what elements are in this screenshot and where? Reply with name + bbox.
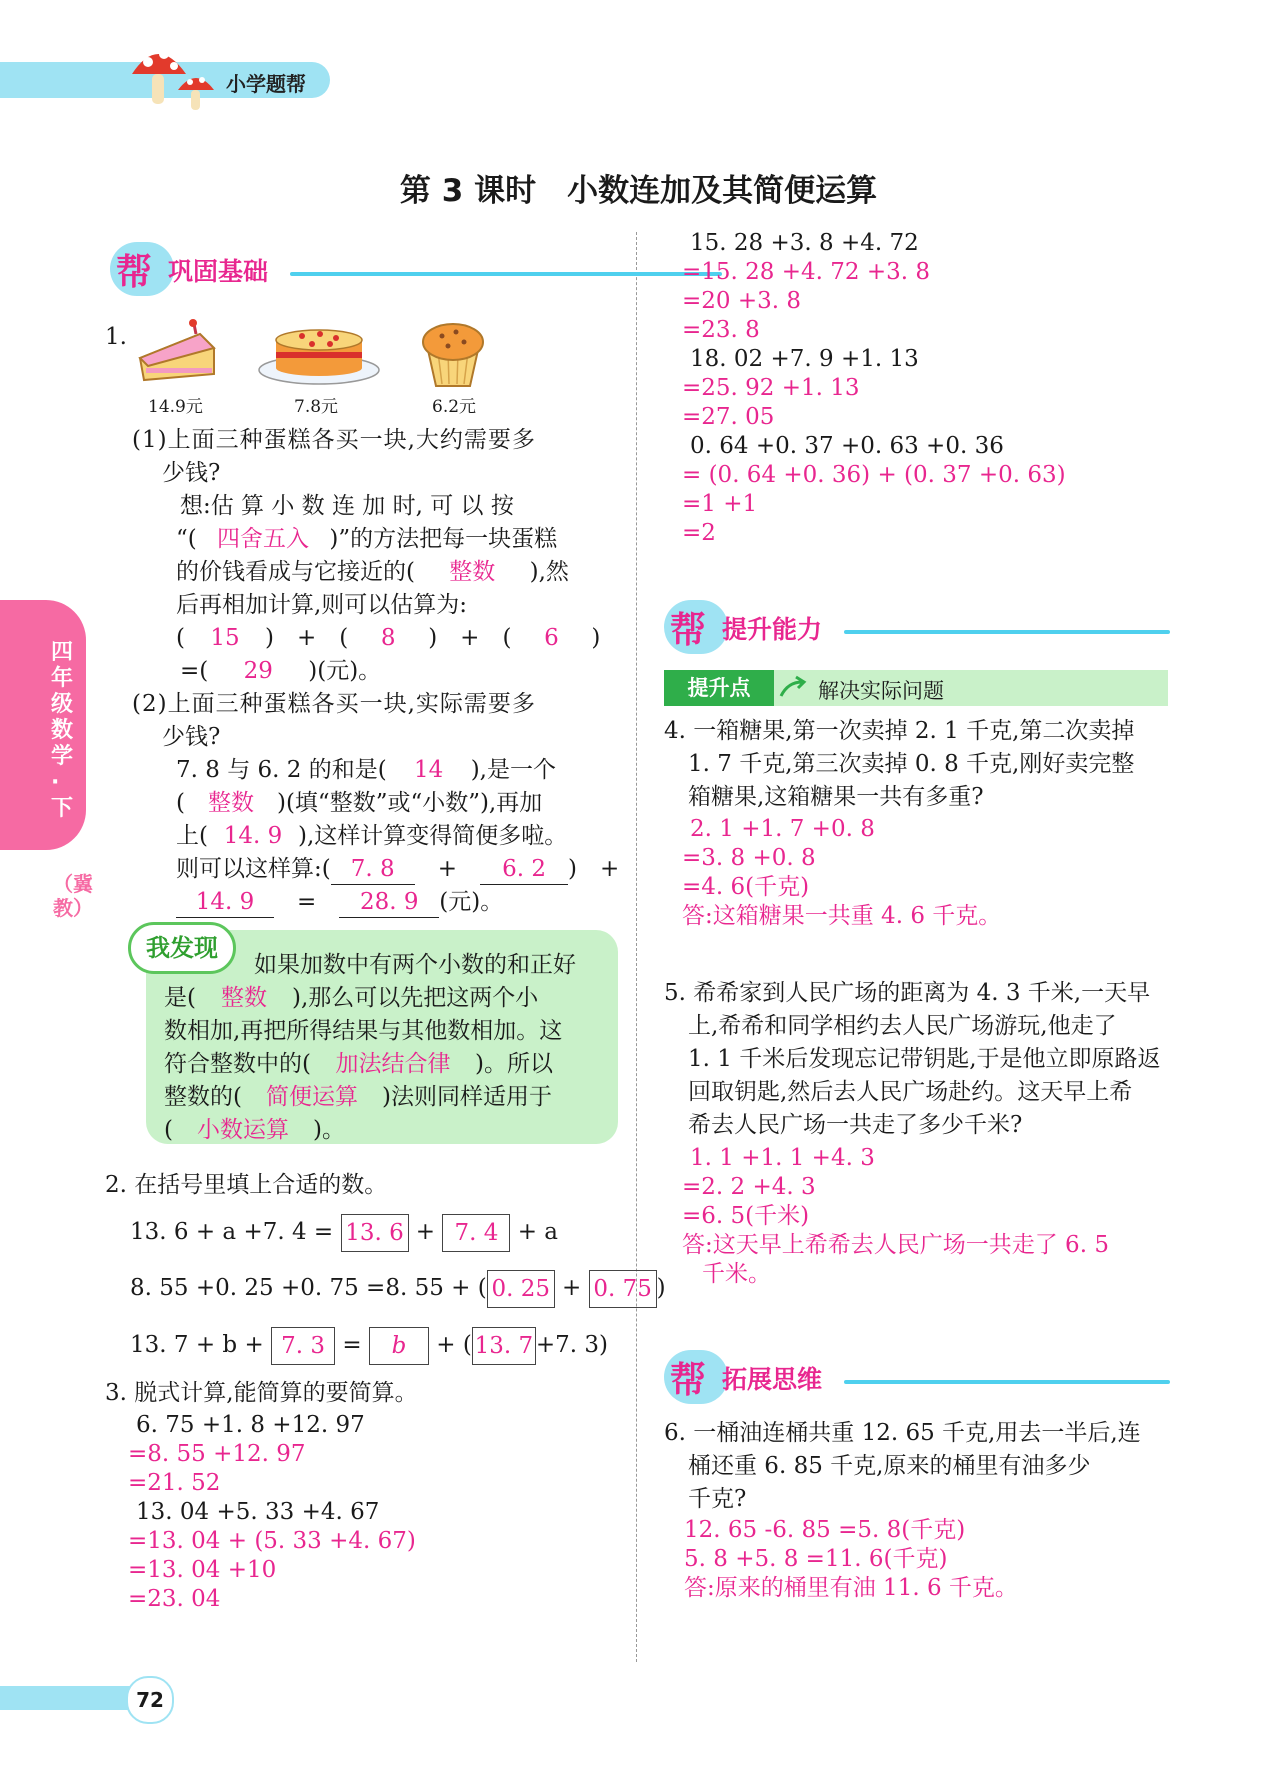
- section-rule: [844, 1380, 1170, 1384]
- discovery-line: 如果加数中有两个小数的和正好: [254, 952, 576, 978]
- answer: 14. 9: [223, 823, 283, 849]
- answer-blank: 28. 9: [339, 887, 439, 918]
- section-header-expand: [664, 1350, 1170, 1404]
- q1-think-line: 想:估 算 小 数 连 加 时, 可 以 按: [180, 493, 514, 519]
- answer-blank: 14. 9: [176, 887, 274, 918]
- text: ),是一个: [470, 757, 556, 783]
- text: 的价钱看成与它接近的(: [176, 559, 415, 585]
- question-line: 4. 一箱糖果,第一次卖掉 2. 1 千克,第二次卖掉: [664, 718, 1135, 744]
- answer-line: 12. 65 -6. 85 =5. 8(千克): [684, 1517, 966, 1543]
- discovery-line: 数相加,再把所得结果与其他数相加。这: [164, 1018, 563, 1044]
- text: (元)。: [317, 658, 382, 684]
- discovery-line: [164, 1115, 345, 1145]
- text: 是(: [164, 985, 196, 1011]
- answer: 29: [243, 658, 273, 684]
- answer: 整数: [207, 790, 254, 816]
- text: “(: [176, 526, 197, 552]
- text: 13. 6 + a +7. 4 =: [130, 1219, 334, 1245]
- answer-box: 7. 3: [271, 1327, 335, 1365]
- text: 符合整数中的(: [164, 1051, 311, 1077]
- section-bang: 帮: [670, 610, 707, 651]
- q1-think-line: [176, 524, 557, 554]
- calc-step-answer: =15. 28 +4. 72 +3. 8: [682, 259, 931, 285]
- q1-think-line: 后再相加计算,则可以估算为:: [176, 592, 468, 618]
- question-line: 6. 一桶油连桶共重 12. 65 千克,用去一半后,连: [664, 1420, 1141, 1446]
- side-tab-edition: （冀教）: [53, 872, 93, 920]
- skill-badge-label: 提升点: [687, 676, 751, 700]
- calc-expression: 0. 64 +0. 37 +0. 63 +0. 36: [690, 433, 1004, 459]
- answer: 整数: [220, 985, 267, 1011]
- muffin-image: [418, 316, 488, 388]
- mushroom-logo: [128, 40, 228, 114]
- calc-step-answer: =1 +1: [682, 491, 758, 517]
- q1-estimate-line: =( 29 )(元)。: [180, 658, 382, 684]
- question-line: 5. 希希家到人民广场的距离为 4. 3 千米,一天早: [664, 980, 1151, 1006]
- text: +7. 3): [535, 1332, 608, 1358]
- question-line: 箱糖果,这箱糖果一共有多重?: [688, 784, 984, 810]
- q1-part1-line: 少钱?: [162, 460, 221, 486]
- answer-line: 千米。: [702, 1261, 771, 1287]
- calc-step-answer: =13. 04 + (5. 33 +4. 67): [128, 1528, 416, 1554]
- answer: 14: [414, 757, 444, 783]
- q1-estimate-line: ( 15 ) + ( 8 ) + ( 6 ): [176, 625, 601, 651]
- answer-line: 答:这天早上希希去人民广场一共走了 6. 5: [682, 1232, 1109, 1258]
- calc-expression: 13. 04 +5. 33 +4. 67: [136, 1499, 380, 1525]
- q1-number: 1.: [105, 324, 127, 350]
- text: 7. 8 与 6. 2 的和是(: [176, 757, 387, 783]
- calc-expression: 6. 75 +1. 8 +12. 97: [136, 1412, 365, 1438]
- answer: 15: [210, 625, 240, 651]
- text: 整数的(: [164, 1084, 242, 1110]
- column-divider: [636, 232, 637, 1662]
- answer-line: =2. 2 +4. 3: [682, 1174, 816, 1200]
- answer-line: 答:这箱糖果一共重 4. 6 千克。: [682, 903, 1002, 929]
- cake-slice-image: [136, 318, 220, 388]
- page-number: 72: [126, 1676, 174, 1724]
- answer: 加法结合律: [335, 1051, 451, 1077]
- text: (元)。: [439, 889, 504, 915]
- question-line: 1. 7 千克,第三次卖掉 0. 8 千克,刚好卖完整: [688, 751, 1135, 777]
- calc-step-answer: =21. 52: [128, 1470, 221, 1496]
- calc-step-answer: =23. 8: [682, 317, 760, 343]
- calc-expression: 15. 28 +3. 8 +4. 72: [690, 230, 919, 256]
- answer-line: =4. 6(千克): [682, 874, 810, 900]
- text: ),然: [529, 559, 569, 585]
- answer: 简便运算: [265, 1084, 358, 1110]
- question-line: 希去人民广场一共走了多少千米?: [688, 1112, 1023, 1138]
- answer: 整数: [449, 559, 496, 585]
- answer-box: 7. 4: [442, 1214, 510, 1252]
- section-header-consolidate: [110, 242, 610, 296]
- brand-name: 小学题帮: [226, 72, 306, 96]
- answer-line: 答:原来的桶里有油 11. 6 千克。: [684, 1575, 1018, 1601]
- section-title: 提升能力: [722, 615, 823, 644]
- answer-line: 1. 1 +1. 1 +4. 3: [690, 1145, 875, 1171]
- answer-line: 5. 8 +5. 8 =11. 6(千克): [684, 1546, 948, 1572]
- q1-part2-line: [176, 788, 542, 818]
- skill-badge: [664, 670, 774, 706]
- answer-box: 0. 75: [589, 1270, 657, 1308]
- q2-stem: 2. 在括号里填上合适的数。: [105, 1172, 388, 1198]
- side-tab-grade: 四年级数学·下: [51, 640, 74, 821]
- price-label: 6.2元: [432, 397, 477, 417]
- arrow-icon: [778, 674, 808, 702]
- q1-part2-line: [176, 755, 556, 785]
- section-bang: 帮: [116, 252, 153, 293]
- answer: 6: [544, 625, 559, 651]
- calc-step-answer: =2: [682, 520, 716, 546]
- answer-box: 13. 7: [472, 1327, 536, 1365]
- section-rule: [290, 272, 722, 276]
- question-line: 回取钥匙,然后去人民广场赴约。这天早上希: [688, 1079, 1133, 1105]
- q3-stem: 3. 脱式计算,能简算的要简算。: [105, 1380, 418, 1406]
- answer-line: 2. 1 +1. 7 +0. 8: [690, 816, 875, 842]
- q1-part2-line: 少钱?: [162, 724, 221, 750]
- discovery-line: [164, 1049, 553, 1079]
- answer-blank: 6. 2: [480, 854, 568, 885]
- section-bang: 帮: [670, 1360, 707, 1401]
- text: (: [176, 790, 185, 816]
- answer-box: b: [369, 1327, 429, 1365]
- text: 上(: [176, 823, 208, 849]
- text: (: [164, 1117, 173, 1143]
- answer-box: 13. 6: [341, 1214, 409, 1252]
- q1-part2-line: (2)上面三种蛋糕各买一块,实际需要多: [132, 691, 536, 717]
- text: 8. 55 +0. 25 +0. 75 =8. 55 + (: [130, 1275, 487, 1301]
- section-rule: [844, 630, 1170, 634]
- q1-think-line: [176, 557, 569, 587]
- page-title: 第 3 课时 小数连加及其简便运算: [399, 173, 878, 209]
- q1-part1-line: (1)上面三种蛋糕各买一块,大约需要多: [132, 427, 536, 453]
- answer: 小数运算: [196, 1117, 289, 1143]
- calc-step-answer: =27. 05: [682, 404, 775, 430]
- q1-part2-line: 14. 9 = 28. 9 (元)。: [176, 887, 503, 918]
- text: 13. 7 + b +: [130, 1332, 264, 1358]
- calc-step-answer: =20 +3. 8: [682, 288, 802, 314]
- section-header-improve: [664, 600, 1170, 654]
- text: ),这样计算变得简便多啦。: [297, 823, 568, 849]
- question-line: 千克?: [688, 1486, 747, 1512]
- discovery-line: [164, 983, 538, 1013]
- text: ): [656, 1275, 666, 1301]
- round-cake-image: [254, 318, 384, 388]
- answer-line: =3. 8 +0. 8: [682, 845, 816, 871]
- question-line: 1. 1 千米后发现忘记带钥匙,于是他立即原路返: [688, 1046, 1161, 1072]
- text: + a: [517, 1219, 559, 1245]
- text: )法则同样适用于: [381, 1084, 552, 1110]
- answer: 四舍五入: [217, 526, 310, 552]
- text: )(填“整数”或“小数”),再加: [276, 790, 543, 816]
- question-line: 桶还重 6. 85 千克,原来的桶里有油多少: [688, 1453, 1091, 1479]
- text: ),那么可以先把这两个小: [291, 985, 539, 1011]
- calc-step-answer: =13. 04 +10: [128, 1557, 277, 1583]
- answer-box: 0. 25: [487, 1270, 555, 1308]
- skill-text: 解决实际问题: [818, 679, 944, 703]
- section-title: 巩固基础: [168, 257, 269, 286]
- calc-step-answer: =8. 55 +12. 97: [128, 1441, 306, 1467]
- q2-row: 13. 7 + b + 7. 3 = b + ( 13. 7 +7. 3): [130, 1325, 608, 1365]
- discovery-line: [164, 1082, 552, 1112]
- text: )。: [312, 1117, 345, 1143]
- answer: 8: [380, 625, 396, 651]
- q1-part2-line: [176, 821, 567, 851]
- section-title: 拓展思维: [722, 1365, 823, 1394]
- text: )。所以: [474, 1051, 553, 1077]
- calc-step-answer: =23. 04: [128, 1586, 221, 1612]
- calc-step-answer: = (0. 64 +0. 36) + (0. 37 +0. 63): [682, 462, 1066, 488]
- q2-row: 8. 55 +0. 25 +0. 75 =8. 55 + ( 0. 25 + 0. 75 ): [130, 1268, 666, 1308]
- price-label: 7.8元: [294, 397, 339, 417]
- answer-line: =6. 5(千米): [682, 1203, 810, 1229]
- calc-step-answer: =25. 92 +1. 13: [682, 375, 860, 401]
- text: 则可以这样算:(: [176, 856, 331, 882]
- q2-row: 13. 6 + a +7. 4 = 13. 6 + 7. 4 + a: [130, 1212, 558, 1252]
- text: )”的方法把每一块蛋糕: [329, 526, 558, 552]
- answer-blank: 7. 8: [331, 854, 415, 885]
- calc-expression: 18. 02 +7. 9 +1. 13: [690, 346, 919, 372]
- q1-part2-line: 则可以这样算:( 7. 8 + 6. 2 ) +: [176, 854, 619, 885]
- price-label: 14.9元: [148, 397, 203, 417]
- question-line: 上,希希和同学相约去人民广场游玩,他走了: [688, 1013, 1117, 1039]
- discovery-badge: 我发现: [128, 922, 236, 974]
